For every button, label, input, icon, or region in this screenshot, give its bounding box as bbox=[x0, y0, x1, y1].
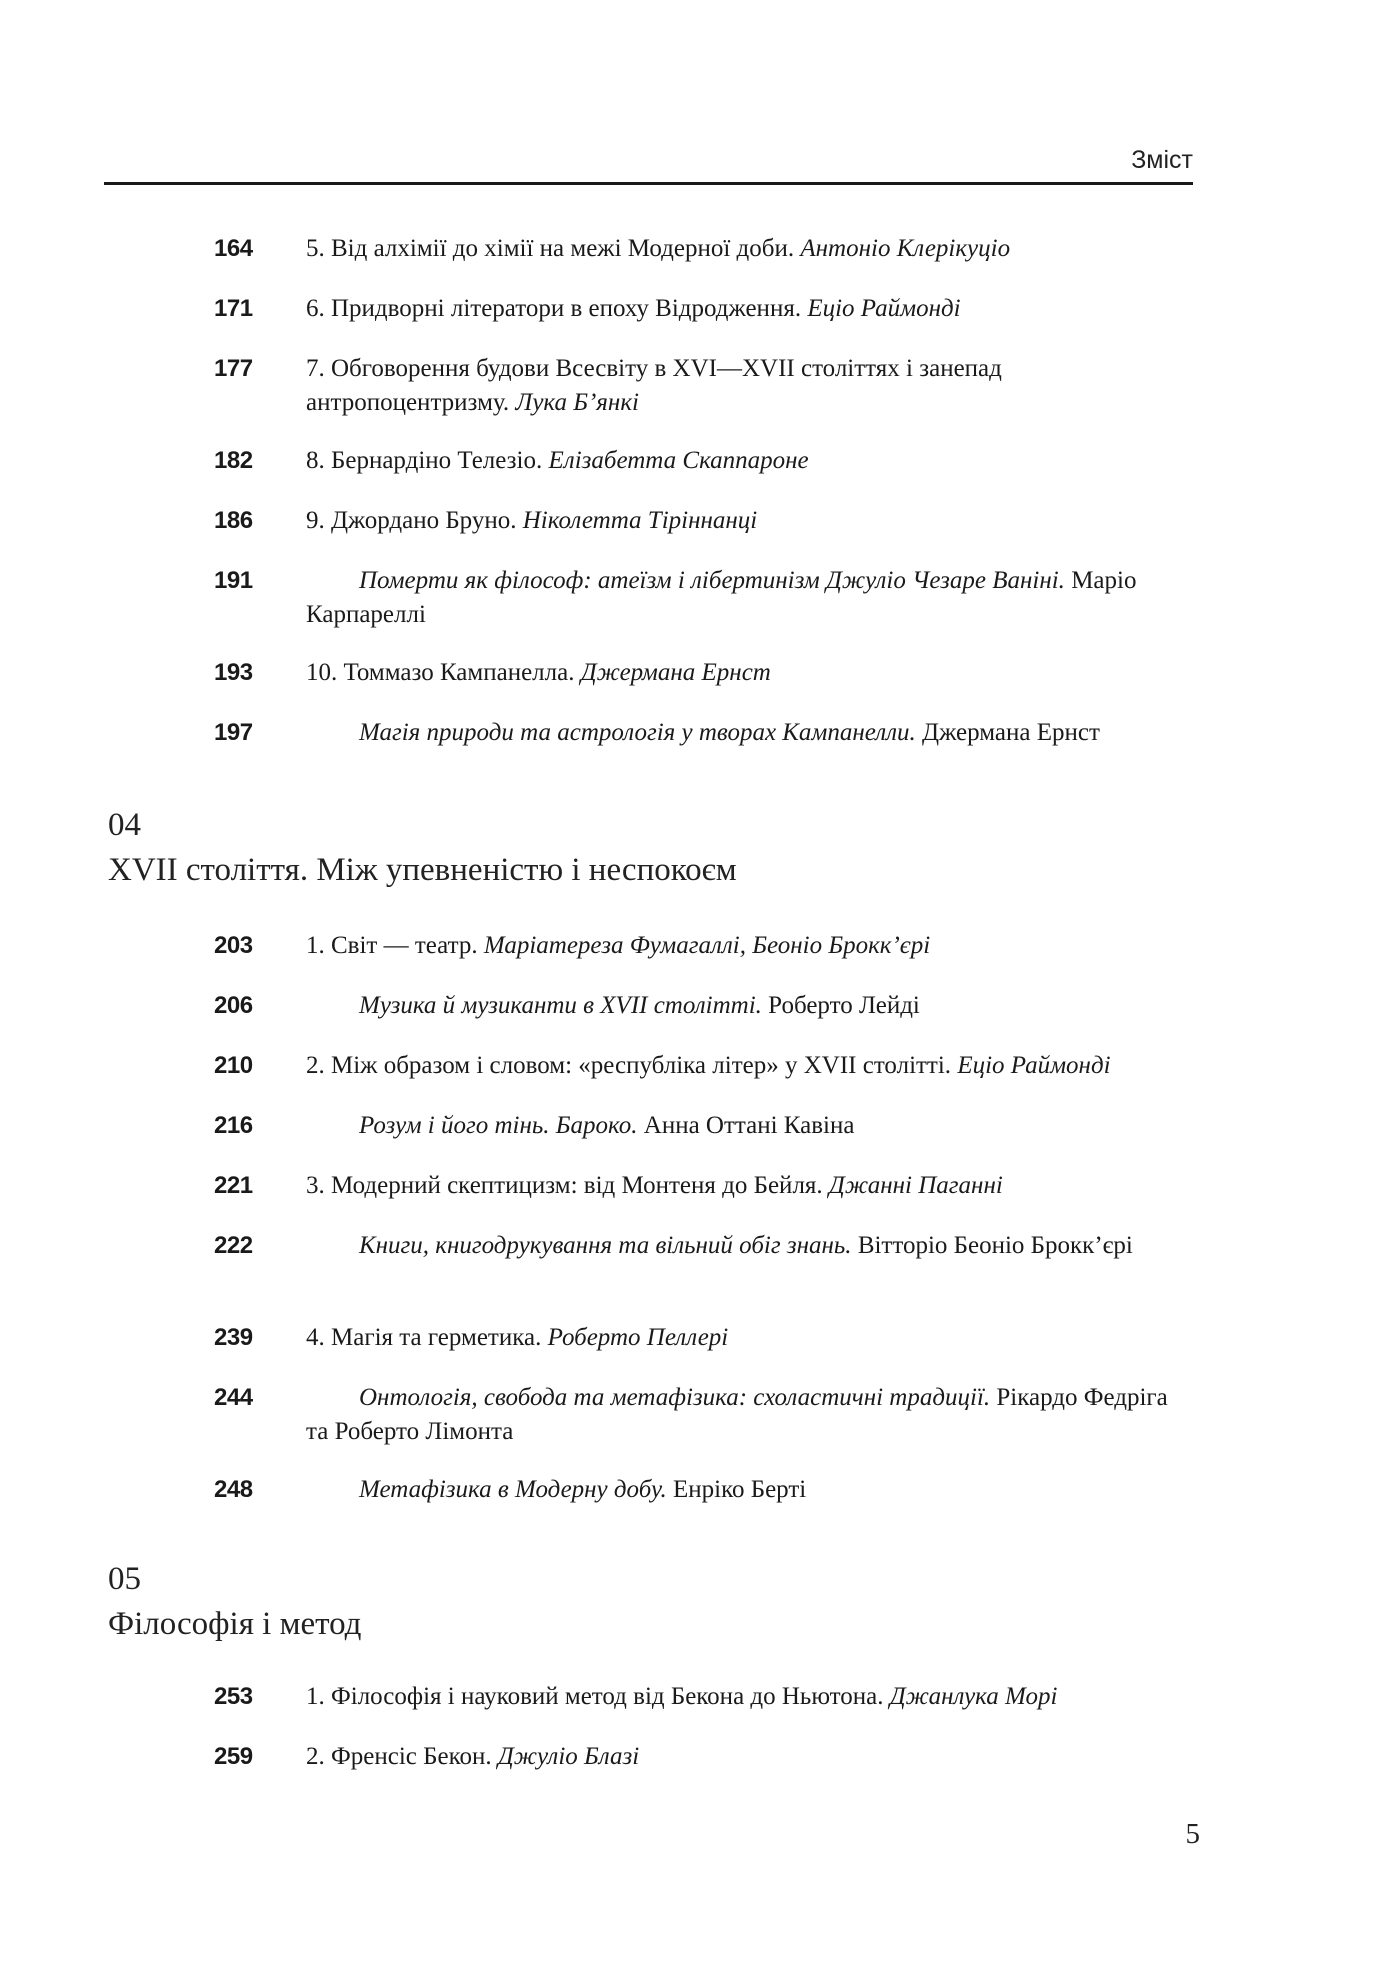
toc-entry[interactable] bbox=[0, 564, 1378, 656]
entry-author: Еціо Раймонді bbox=[957, 1052, 1111, 1079]
entry-text: 10. Томмазо Кампанелла. Джермана Ернст bbox=[306, 659, 771, 686]
toc-entry[interactable] bbox=[0, 504, 1378, 564]
toc-list-section4 bbox=[0, 929, 1378, 1533]
section-number: 04 bbox=[108, 807, 141, 843]
toc-entry[interactable] bbox=[0, 232, 1378, 292]
entry-text: Книги, книгодрукування та вільний обіг знань. Вітторіо Беоніо Брокк’єрі bbox=[359, 1232, 1133, 1259]
entry-text: Музика й музиканти в XVII столітті. Роберто Лейді bbox=[359, 992, 920, 1019]
page-number: 239 bbox=[214, 1324, 253, 1351]
toc-list-section5 bbox=[0, 1680, 1378, 1800]
toc-entry[interactable] bbox=[0, 1049, 1378, 1109]
entry-author: Антоніо Клерікуціо bbox=[800, 235, 1011, 262]
toc-entry[interactable] bbox=[0, 989, 1378, 1049]
page-number: 171 bbox=[214, 295, 253, 322]
entry-title: Метафізика в Модерну добу. bbox=[359, 1476, 667, 1503]
entry-author: Джанлука Морі bbox=[889, 1683, 1058, 1710]
toc-entry[interactable] bbox=[0, 1740, 1378, 1800]
entry-author: Маріатереза Фумагаллі, Беоніо Брокк’єрі bbox=[483, 932, 931, 959]
toc-entry[interactable] bbox=[0, 656, 1378, 716]
entry-text: 5. Від алхімії до хімії на межі Модерної доби. Антоніо Клерікуціо bbox=[306, 235, 1011, 262]
page-number: 164 bbox=[214, 235, 253, 262]
toc-entry[interactable] bbox=[0, 444, 1378, 504]
entry-author: Джермана Ернст bbox=[580, 659, 771, 686]
entry-author: Лука Б’янкі bbox=[515, 389, 639, 416]
entry-text: 8. Бернардіно Телезіо. Елізабетта Скаппароне bbox=[306, 447, 809, 474]
entry-text: 2. Френсіс Бекон. Джуліо Блазі bbox=[306, 1743, 640, 1770]
entry-author: Ніколетта Тіріннанці bbox=[522, 507, 758, 534]
page-number: 186 bbox=[214, 507, 253, 534]
running-head: Зміст bbox=[1131, 146, 1193, 174]
entry-text: 4. Магія та герметика. Роберто Пеллері bbox=[306, 1324, 729, 1351]
toc-entry[interactable] bbox=[0, 292, 1378, 352]
entry-title: Магія природи та астрологія у творах Кампанелли. bbox=[359, 719, 916, 746]
toc-entry[interactable] bbox=[0, 1109, 1378, 1169]
section-title: XVII століття. Між упевненістю і неспокоєм bbox=[108, 852, 737, 888]
entry-title: Розум і його тінь. Бароко. bbox=[359, 1112, 638, 1139]
header-rule bbox=[104, 182, 1193, 185]
toc-entry[interactable] bbox=[0, 352, 1378, 444]
page-number: 191 bbox=[214, 567, 253, 594]
entry-text: Метафізика в Модерну добу. Енріко Берті bbox=[359, 1476, 807, 1503]
page-number: 197 bbox=[214, 719, 253, 746]
page-number: 216 bbox=[214, 1112, 253, 1139]
entry-text: Магія природи та астрологія у творах Кампанелли. Джермана Ернст bbox=[359, 719, 1100, 746]
toc-entry[interactable] bbox=[0, 1321, 1378, 1381]
entry-title: Онтологія, свобода та метафізика: схоластичні традиції. bbox=[359, 1384, 991, 1411]
page-number: 203 bbox=[214, 932, 253, 959]
entry-title: Померти як філософ: атеїзм і лібертинізм Джуліо Чезаре Ваніні. bbox=[359, 567, 1065, 594]
toc-entry[interactable] bbox=[0, 929, 1378, 989]
page-number: 222 bbox=[214, 1232, 253, 1259]
page-number: 244 bbox=[214, 1384, 253, 1411]
toc-list-part3 bbox=[0, 232, 1378, 776]
section-title: Філософія і метод bbox=[108, 1606, 362, 1642]
entry-author: Елізабетта Скаппароне bbox=[548, 447, 809, 474]
toc-entry[interactable] bbox=[0, 1169, 1378, 1229]
entry-author: Джанні Паганні bbox=[828, 1172, 1003, 1199]
page-number: 193 bbox=[214, 659, 253, 686]
section-heading bbox=[108, 1558, 1108, 1646]
entry-text: 6. Придворні літератори в епоху Відродження. Еціо Раймонді bbox=[306, 295, 961, 322]
page-number: 210 bbox=[214, 1052, 253, 1079]
page-number: 259 bbox=[214, 1743, 253, 1770]
entry-text: Розум і його тінь. Бароко. Анна Оттані Кавіна bbox=[359, 1112, 855, 1139]
entry-text: 1. Світ — театр. Маріатереза Фумагаллі, Беоніо Брокк’єрі bbox=[306, 932, 931, 959]
entry-text: 9. Джордано Бруно. Ніколетта Тіріннанці bbox=[306, 507, 758, 534]
section-number: 05 bbox=[108, 1561, 141, 1597]
page-folio: 5 bbox=[1185, 1818, 1200, 1850]
entry-title: Книги, книгодрукування та вільний обіг знань. bbox=[359, 1232, 852, 1259]
toc-entry[interactable] bbox=[0, 1381, 1378, 1473]
entry-text: 1. Філософія і науковий метод від Бекона до Ньютона. Джанлука Морі bbox=[306, 1683, 1058, 1710]
entry-text: Онтологія, свобода та метафізика: схоластичні традиції. Рікардо Федріга та Роберто Лімонта bbox=[306, 1384, 1168, 1445]
section-heading bbox=[108, 804, 1108, 892]
entry-text: 2. Між образом і словом: «республіка літер» у XVII столітті. Еціо Раймонді bbox=[306, 1052, 1111, 1079]
page-number: 248 bbox=[214, 1476, 253, 1503]
entry-title: Музика й музиканти в XVII столітті. bbox=[359, 992, 762, 1019]
page-number: 182 bbox=[214, 447, 253, 474]
entry-text: 3. Модерний скептицизм: від Монтеня до Бейля. Джанні Паганні bbox=[306, 1172, 1003, 1199]
toc-entry[interactable] bbox=[0, 1680, 1378, 1740]
entry-author: Джуліо Блазі bbox=[497, 1743, 640, 1770]
entry-author: Роберто Пеллері bbox=[547, 1324, 729, 1351]
entry-text: 7. Обговорення будови Всесвіту в XVI—XVII століттях і занепад антропоцентризму. Лука Б’янкі bbox=[306, 355, 1002, 416]
toc-entry[interactable] bbox=[0, 716, 1378, 776]
entry-author: Еціо Раймонді bbox=[807, 295, 961, 322]
page-number: 221 bbox=[214, 1172, 253, 1199]
toc-entry[interactable] bbox=[0, 1473, 1378, 1533]
page-number: 253 bbox=[214, 1683, 253, 1710]
entry-text: Померти як філософ: атеїзм і лібертинізм Джуліо Чезаре Ваніні. Маріо Карпареллі bbox=[306, 567, 1137, 628]
page-number: 206 bbox=[214, 992, 253, 1019]
toc-entry[interactable] bbox=[0, 1229, 1378, 1321]
page-number: 177 bbox=[214, 355, 253, 382]
